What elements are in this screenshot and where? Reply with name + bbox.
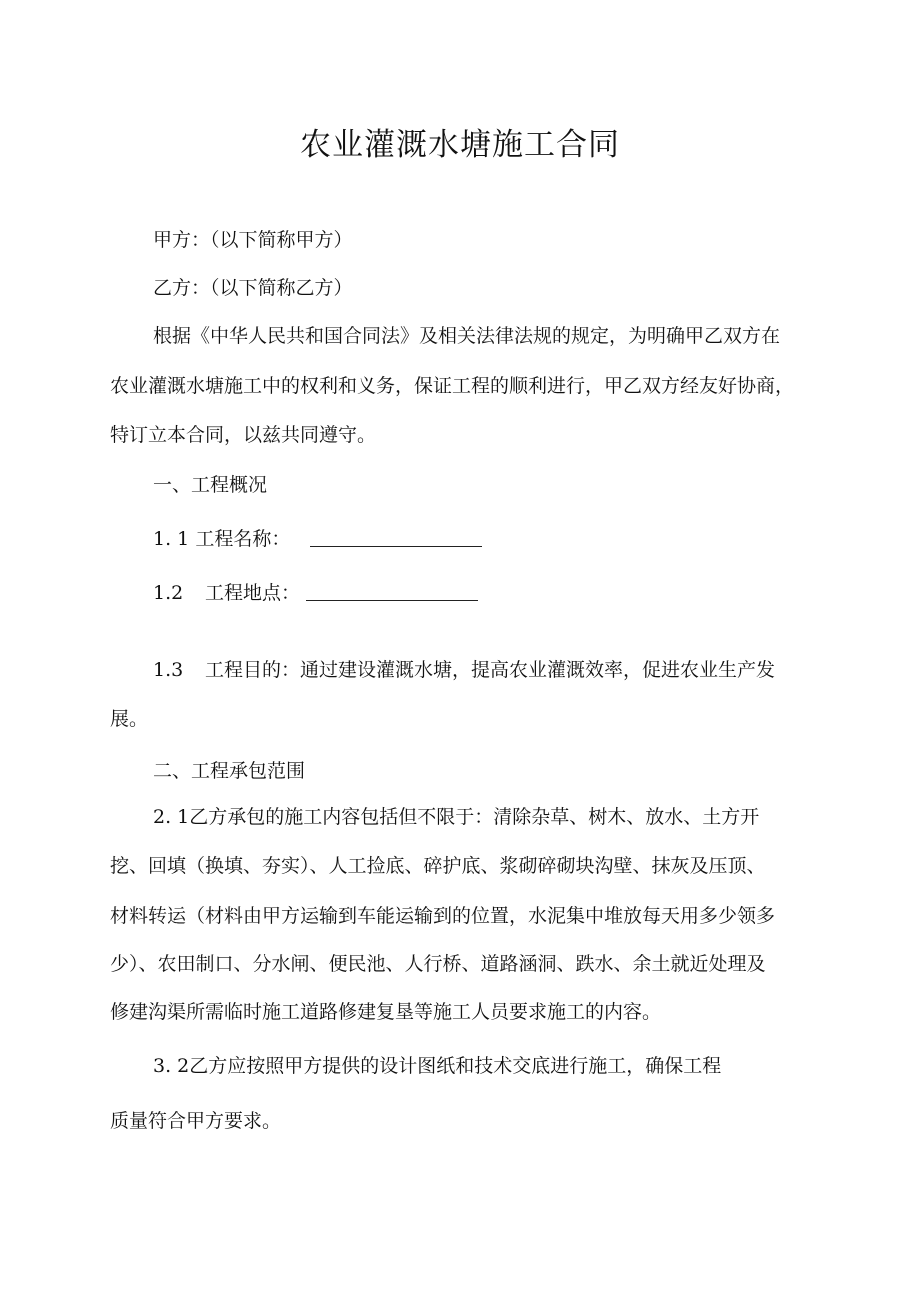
item-1-1 [153, 525, 482, 553]
party-b-line: 乙方：（以下简称乙方） [153, 277, 353, 299]
item-1-1-label: 工程名称： [195, 528, 291, 550]
preamble-line-1: 根据《中华人民共和国合同法》及相关法律法规的规定，为明确甲乙双方在 [153, 325, 781, 347]
item-1-3-text: 工程目的：通过建设灌溉水塘，提高农业灌溉效率，促进农业生产发 [205, 659, 776, 681]
section-2-heading: 二、工程承包范围 [153, 760, 306, 782]
section-1-heading: 一、工程概况 [153, 474, 268, 496]
item-2-1-line-2: 挖、回填（换填、夯实）、人工捡底、碎护底、浆砌碎砌块沟壁、抹灰及压顶、 [110, 855, 766, 877]
preamble-line-2: 农业灌溉水塘施工中的权利和义务，保证工程的顺利进行，甲乙双方经友好协商， [110, 375, 795, 397]
item-2-1-line-5: 修建沟渠所需临时施工道路修建复垦等施工人员要求施工的内容。 [110, 1001, 662, 1023]
item-2-1-line-4: 少）、农田制口、分水闸、便民池、人行桥、道路涵洞、跌水、余土就近处理及 [110, 953, 766, 975]
item-1-3 [153, 656, 775, 684]
item-1-3-continued: 展。 [110, 708, 149, 730]
item-2-2-line-2: 质量符合甲方要求。 [110, 1110, 282, 1132]
document-title: 农业灌溉水塘施工合同 [300, 127, 620, 163]
item-2-1-line-3: 材料转运（材料由甲方运输到车能运输到的位置，水泥集中堆放每天用多少领多 [110, 905, 776, 927]
preamble-line-3: 特订立本合同，以兹共同遵守。 [110, 424, 377, 446]
item-1-2 [153, 579, 478, 607]
party-a-line: 甲方：（以下简称甲方） [153, 229, 353, 251]
item-1-1-number: 1. 1 [153, 528, 190, 550]
item-1-2-label: 工程地点： [205, 582, 301, 604]
item-1-3-number: 1.3 [153, 659, 184, 681]
item-2-2-line-1: 3. 2乙方应按照甲方提供的设计图纸和技术交底进行施工，确保工程 [153, 1055, 722, 1077]
project-name-blank [310, 528, 482, 547]
item-2-1-line-1: 2. 1乙方承包的施工内容包括但不限于：清除杂草、树木、放水、土方开 [153, 806, 760, 828]
item-1-2-number: 1.2 [153, 582, 184, 604]
project-location-blank [306, 582, 478, 601]
